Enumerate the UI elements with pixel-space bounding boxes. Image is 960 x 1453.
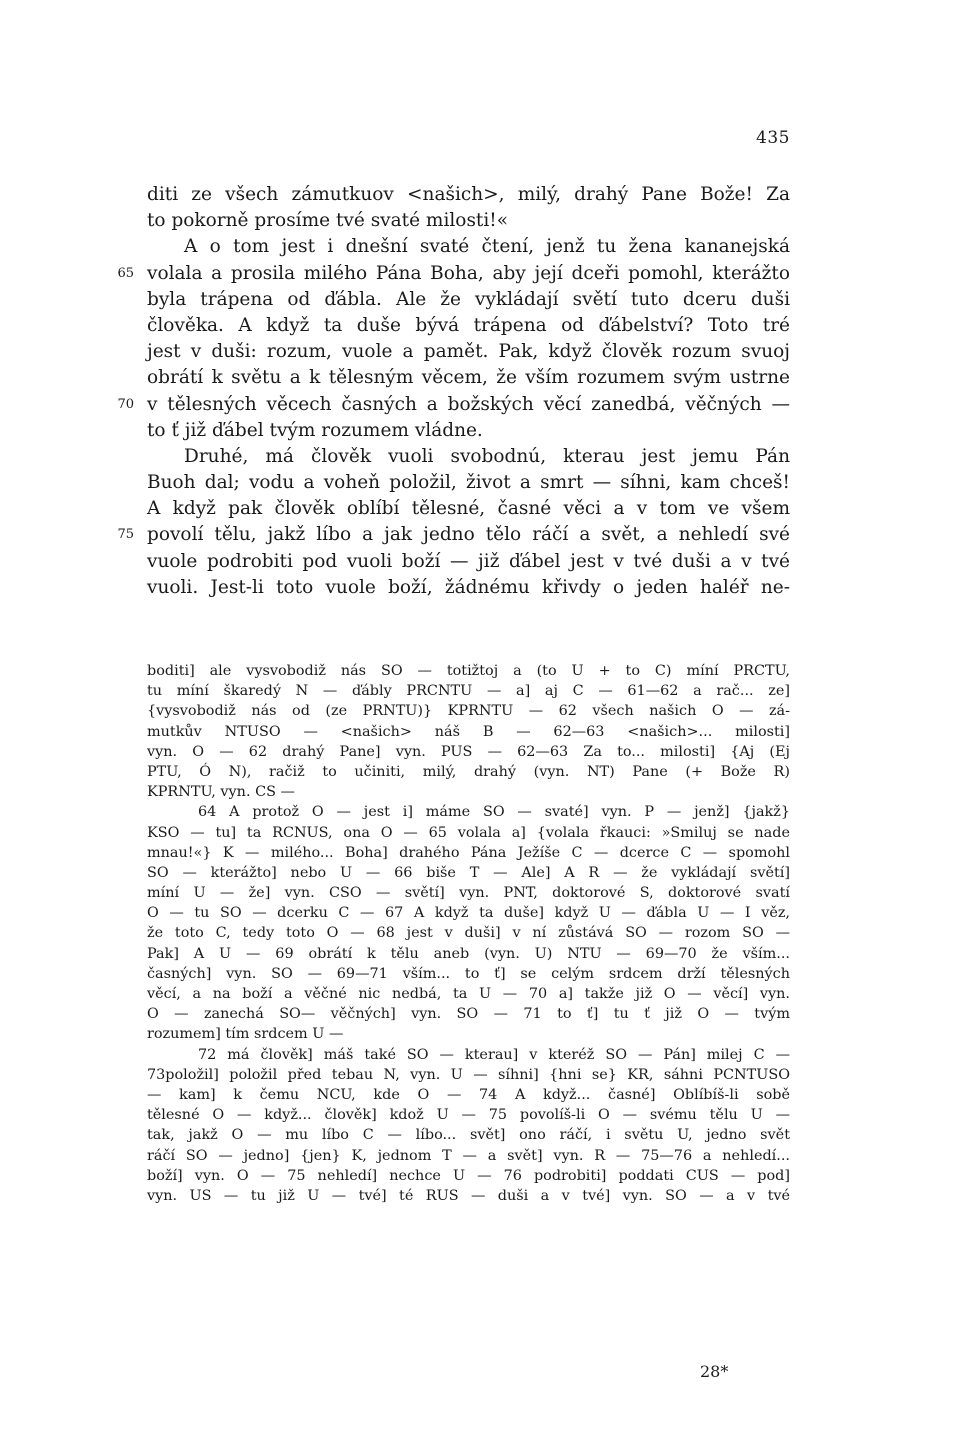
- apparatus-line: ráčí SO — jedno] {jen} K, jednom T — a svět] vyn. R — 75—76 a nehledí...: [147, 1147, 790, 1164]
- text-line-content: vuole podrobiti pod vuoli boží — již ďábel jest v tvé duši a v tvé: [147, 550, 790, 572]
- apparatus-line: Pak] A U — 69 obrátí k tělu aneb (vyn. U) NTU — 69—70 že vším...: [147, 945, 790, 962]
- text-line-content: Druhé, má člověk vuoli svobodnú, kterau jest jemu Pán: [184, 445, 790, 467]
- text-line: [147, 575, 790, 601]
- apparatus-line: KSO — tu] ta RCNUS, ona O — 65 volala a] {volala řkauci: »Smiluj se nade: [147, 824, 790, 841]
- apparatus-line: SO — kterážto] nebo U — 66 biše T — Ale] A R — že vykládají světí]: [147, 864, 790, 881]
- text-line: [147, 313, 790, 339]
- apparatus-line: míní U — že] vyn. CSO — světí] vyn. PNT, doktorové S, doktorové svatí: [147, 885, 790, 902]
- text-line: [117, 261, 790, 287]
- apparatus-line: tak, jakž O — mu líbo C — líbo... svět] ono ráčí, i světu U, jedno svět: [147, 1127, 790, 1144]
- apparatus-line: mutkův NTUSO — <našich> náš B — 62—63 <našich>... milosti]: [147, 723, 790, 740]
- main-text: [117, 182, 790, 601]
- text-line-content: člověka. A když ta duše bývá trápena od ďábelství? Toto tré: [147, 314, 790, 336]
- apparatus-line: tělesné O — když... člověk] kdož U — 75 povolíš-li O — svému tělu U —: [147, 1107, 790, 1124]
- text-line: [147, 444, 790, 470]
- text-line-content: volala a prosila milého Pána Boha, aby její dceři pomohl, kterážto: [147, 262, 790, 284]
- apparatus-line: vyn. O — 62 drahý Pane] vyn. PUS — 62—63 Za to... milosti] {Aj (Ej: [147, 743, 790, 760]
- line-number: 65: [117, 265, 134, 281]
- text-line: [147, 365, 790, 391]
- apparatus-line: O — tu SO — dcerku C — 67 A když ta duše] když U — ďábla U — I věz,: [147, 905, 790, 922]
- page-number: 435: [756, 128, 790, 148]
- text-line: [147, 234, 790, 260]
- text-line: [147, 418, 790, 444]
- apparatus-line: — kam] k čemu NCU, kde O — 74 A když... časné] Oblíbíš-li sobě: [147, 1086, 790, 1103]
- line-number: 70: [117, 396, 134, 412]
- apparatus-line: boží] vyn. O — 75 nehledí] nechce U — 76 podrobiti] poddati CUS — pod]: [147, 1167, 790, 1184]
- text-line-content: to pokorně prosíme tvé svaté milosti!«: [147, 210, 509, 232]
- text-line-content: Buoh dal; vodu a voheň položil, život a smrt — síhni, kam chceš!: [147, 472, 790, 494]
- text-line: [147, 287, 790, 313]
- text-line: [147, 496, 790, 522]
- text-line: [147, 470, 790, 496]
- text-line: [117, 522, 790, 548]
- text-line-content: obrátí k světu a k tělesným věcem, že vším rozumem svým ustrne: [147, 367, 790, 389]
- apparatus-line: 72 má člověk] máš také SO — kterau] v kteréž SO — Pán] milej C —: [198, 1046, 790, 1063]
- apparatus-line: O — zanechá SO— věčných] vyn. SO — 71 to ť] tu ť již O — tvým: [147, 1006, 790, 1023]
- text-line-content: A o tom jest i dnešní svaté čtení, jenž tu žena kananejská: [184, 236, 790, 258]
- text-line: [147, 208, 790, 234]
- text-line-content: diti ze všech zámutkuov <našich>, milý, drahý Pane Bože! Za: [147, 184, 790, 205]
- text-line-content: byla trápena od ďábla. Ale že vykládají světí tuto dceru duši: [147, 288, 790, 310]
- apparatus-line: věcí, a na boží a věčné nic nedbá, ta U — 70 a] takže již O — věcí] vyn.: [147, 986, 790, 1002]
- text-line-content: vuoli. Jest-li toto vuole boží, žádnému křivdy o jeden haléř ne-: [147, 576, 790, 598]
- apparatus-line: KPRNTU, vyn. CS —: [147, 784, 295, 801]
- apparatus-line: vyn. US — tu již U — tvé] té RUS — duši a v tvé] vyn. SO — a v tvé: [147, 1187, 790, 1204]
- text-line-content: jest v duši: rozum, vuole a pamět. Pak, když člověk rozum svuoj: [147, 341, 790, 363]
- apparatus-line: 64 A protož O — jest i] máme SO — svaté] vyn. P — jenž] {jakž}: [198, 804, 790, 821]
- text-line: [147, 182, 790, 208]
- apparatus-line: {vysvobodiž nás od (ze PRNTU)} KPRNTU — 62 všech našich O — zá-: [147, 703, 790, 720]
- text-line-content: v tělesných věcech časných a božských věcí zanedbá, věčných —: [147, 393, 790, 415]
- apparatus-line: rozumem] tím srdcem U —: [147, 1026, 344, 1043]
- text-line: [117, 392, 790, 418]
- apparatus-line: PTU, Ó N), račiž to učiniti, milý, drahý (vyn. NT) Pane (+ Bože R): [147, 763, 790, 780]
- text-line: [147, 339, 790, 365]
- text-line-content: povolí tělu, jakž líbo a jak jedno tělo ráčí a svět, a nehledí své: [147, 524, 790, 546]
- apparatus-line: že toto C, tedy toto O — 68 jest v duši] v ní zůstává SO — rozom SO —: [147, 925, 790, 942]
- apparatus-line: 73položil] položil před tebau N, vyn. U — síhni] {hni se} KR, sáhni PCNTUSO: [147, 1066, 790, 1083]
- apparatus-line: tu míní škaredý N — ďábly PRCNTU — a] aj C — 61—62 a rač... ze]: [147, 683, 790, 700]
- line-number: 75: [117, 527, 134, 543]
- apparatus-line: časných] vyn. SO — 69—71 vším... to ť] se celým srdcem drží tělesných: [147, 965, 790, 982]
- apparatus-line: boditi] ale vysvobodiž nás SO — totižtoj a (to U + to C) míní PRCTU,: [147, 663, 790, 679]
- text-line: [147, 549, 790, 575]
- text-line-content: to ť již ďábel tvým rozumem vládne.: [147, 419, 483, 441]
- critical-apparatus: [147, 661, 790, 1206]
- apparatus-line: mnau!«} K — milého... Boha] drahého Pána Ježíše C — dcerce C — spomohl: [147, 844, 790, 861]
- text-line-content: A když pak člověk oblíbí tělesné, časné věci a v tom ve všem: [147, 498, 790, 520]
- printer-signature: 28*: [700, 1362, 729, 1381]
